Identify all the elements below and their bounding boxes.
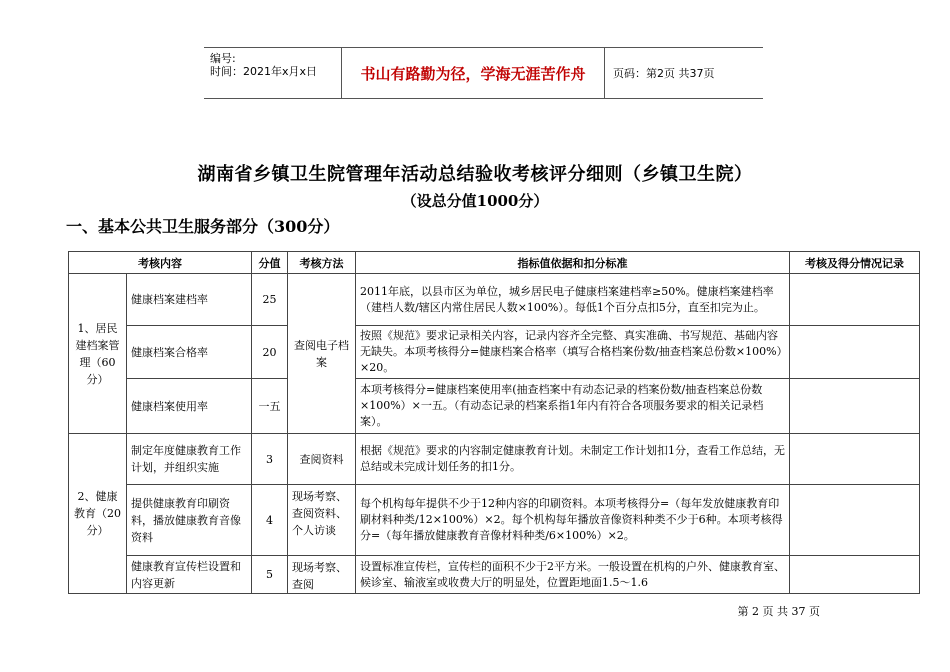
score-cell: 25: [252, 274, 288, 326]
item-cell: 提供健康教育印刷资料，播放健康教育音像资料: [127, 485, 252, 556]
page-header: [204, 47, 763, 99]
table-row: [69, 379, 920, 434]
table-row: [69, 556, 920, 594]
score-cell: 20: [252, 326, 288, 379]
item-cell: 健康教育宣传栏设置和内容更新: [127, 556, 252, 594]
score-cell: 5: [252, 556, 288, 594]
item-cell: 健康档案使用率: [127, 379, 252, 434]
header-time-label: 时间：2021年x月x日: [210, 65, 318, 78]
record-cell: [790, 556, 920, 594]
criteria-cell: 每个机构每年提供不少于12种内容的印刷资料。本项考核得分=（每年发放健康教育印刷材料种类/12×100%）×2。每个机构每年播放音像资料种类不少于6种。本项考核得分=（每年播放健康教育音像材料种类/6×100%）×2。: [356, 485, 790, 556]
document-title: 湖南省乡镇卫生院管理年活动总结验收考核评分细则（乡镇卫生院）: [197, 164, 753, 185]
record-cell: [790, 274, 920, 326]
category-cell: 2、健康教育（20分）: [69, 434, 127, 594]
method-cell: 查阅资料: [288, 434, 356, 485]
criteria-cell: 本项考核得分=健康档案使用率(抽查档案中有动态记录的档案份数/抽查档案总份数×100%）×一五。（有动态记录的档案系指1年内有符合各项服务要求的相关记录档案）。: [356, 379, 790, 434]
table-row: [69, 485, 920, 556]
method-cell: 现场考察、查阅: [288, 556, 356, 594]
header-page-label: 页码：第2页 共37页: [613, 67, 715, 80]
score-cell: 一五: [252, 379, 288, 434]
category-cell: 1、居民建档案管理（60分）: [69, 274, 127, 434]
criteria-cell: 按照《规范》要求记录相关内容，记录内容齐全完整、真实准确、书写规范、基础内容无缺失。本项考核得分=健康档案合格率（填写合格档案份数/抽查档案总份数×100%）×20。: [356, 326, 790, 379]
record-cell: [790, 434, 920, 485]
table-header-row: [69, 252, 920, 274]
header-meta: [204, 48, 342, 98]
item-cell: 制定年度健康教育工作计划，并组织实施: [127, 434, 252, 485]
criteria-cell: 设置标准宣传栏，宣传栏的面积不少于2平方米。一般设置在机构的户外、健康教育室、候诊室、输液室或收费大厅的明显处，位置距地面1.5～1.6: [356, 556, 790, 594]
scoring-table: [68, 251, 920, 594]
record-cell: [790, 326, 920, 379]
item-cell: 健康档案建档率: [127, 274, 252, 326]
header-record: 考核及得分情况记录: [790, 252, 920, 274]
document-subtitle: （设总分值1000分）: [401, 192, 549, 210]
table-row: [69, 326, 920, 379]
header-content: 考核内容: [69, 252, 252, 274]
table-row: [69, 434, 920, 485]
record-cell: [790, 379, 920, 434]
header-criteria: 指标值依据和扣分标准: [356, 252, 790, 274]
page-footer: 第 2 页 共 37 页: [737, 605, 820, 618]
method-cell: 现场考察、查阅资料、个人访谈: [288, 485, 356, 556]
table-row: [69, 274, 920, 326]
score-cell: 3: [252, 434, 288, 485]
header-number-label: 编号:: [210, 52, 236, 65]
record-cell: [790, 485, 920, 556]
method-cell: 查阅电子档案: [288, 274, 356, 434]
item-cell: 健康档案合格率: [127, 326, 252, 379]
score-cell: 4: [252, 485, 288, 556]
header-method: 考核方法: [288, 252, 356, 274]
criteria-cell: 2011年底，以县市区为单位，城乡居民电子健康档案建档率≥50%。健康档案建档率（建档人数/辖区内常住居民人数×100%）。每低1个百分点扣5分，直至扣完为止。: [356, 274, 790, 326]
header-score: 分值: [252, 252, 288, 274]
header-motto: 书山有路勤为径，学海无涯苦作舟: [342, 48, 605, 98]
criteria-cell: 根据《规范》要求的内容制定健康教育计划。未制定工作计划扣1分，查看工作总结，无总结或未完成计划任务的扣1分。: [356, 434, 790, 485]
section-heading: 一、基本公共卫生服务部分（300分）: [66, 217, 340, 236]
